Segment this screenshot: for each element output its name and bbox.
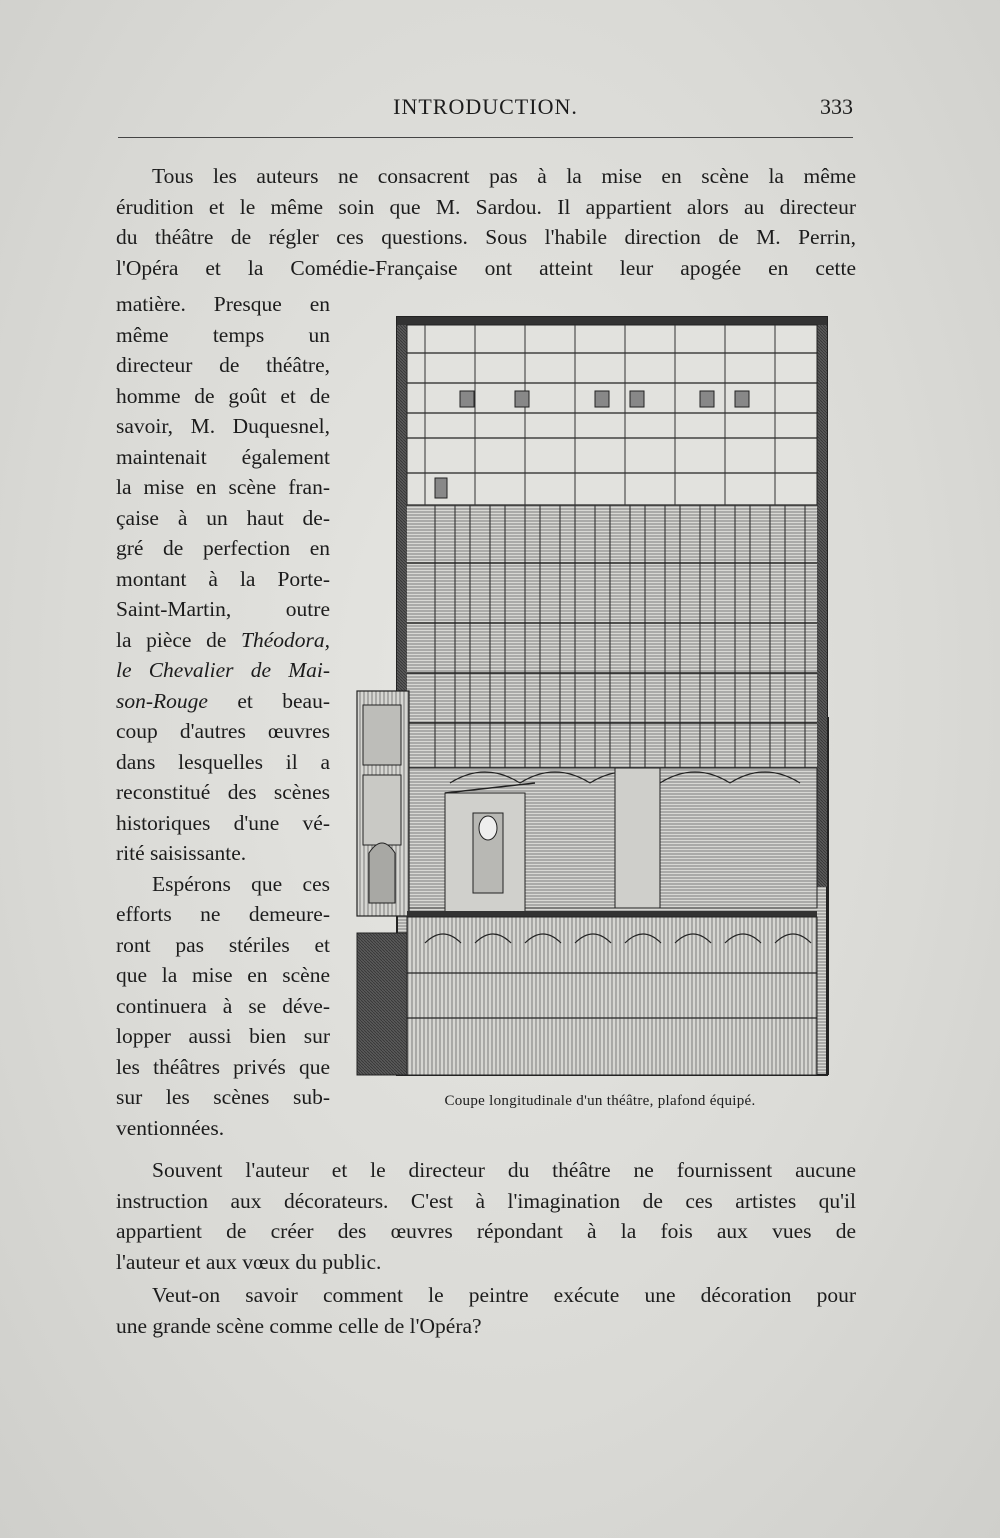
running-header [118,92,853,132]
text-line: historiques d'une vé- [116,810,330,835]
text-line: Saint-Martin, outre [116,597,330,621]
text-line: ventionnées. [116,1115,225,1140]
side-column [116,289,330,1143]
page-number: 333 [820,94,853,119]
text-line: les théâtres privés que [116,1054,330,1079]
text-span: et beau- [237,688,330,713]
title-maison-rouge: son-Rouge [116,688,208,713]
text-line: Veut-on savoir comment le peintre exécute une décoration pour [152,1283,856,1307]
text-line: érudition et le même soin que M. Sardou. Il appartient alors au directeur [116,194,856,219]
text-line: même temps un [116,322,330,347]
text-line: maintenait également [116,444,330,469]
text-line: çaise à un haut de- [116,505,330,530]
text-line: l'Opéra et la Comédie-Française ont atteint leur apogée en cette [116,255,856,280]
text-line: instruction aux décorateurs. C'est à l'imagination de ces artistes qu'il [116,1188,856,1213]
text-line: l'auteur et aux vœux du public. [116,1249,382,1274]
title-chevalier: le Chevalier de Mai- [116,658,330,682]
text-line: Tous les auteurs ne consacrent pas à la mise en scène la même [152,164,856,188]
text-line: matière. Presque en [116,292,330,316]
text-line [116,686,330,717]
theatre-section-engraving [355,313,829,1079]
text-line: lopper aussi bien sur [116,1024,330,1048]
text-line: Espérons que ces [152,871,330,896]
text-line: une grande scène comme celle de l'Opéra? [116,1313,482,1338]
text-line: que la mise en scène [116,963,330,987]
text-line: continuera à se déve- [116,993,330,1018]
text-line: coup d'autres œuvres [116,719,330,743]
text-line [116,625,330,656]
text-line: efforts ne demeure- [116,902,330,926]
text-line: la mise en scène fran- [116,475,330,499]
text-line: directeur de théâtre, [116,353,330,377]
intro-paragraph [116,161,856,283]
text-line: montant à la Porte- [116,566,330,591]
header-rule [118,137,853,138]
title-theodora: Théodora, [241,627,330,652]
text-line: gré de perfection en [116,536,330,560]
text-line: reconstitué des scènes [116,780,330,804]
text-line: ront pas stériles et [116,932,330,957]
text-line: savoir, M. Duquesnel, [116,414,330,438]
text-line [116,655,330,686]
text-line: Souvent l'auteur et le directeur du théâtre ne fournissent aucune [152,1158,856,1182]
text-line: homme de goût et de [116,383,330,408]
text-line: du théâtre de régler ces questions. Sous l'habile direction de M. Perrin, [116,225,856,249]
text-line: appartient de créer des œuvres répondant à la fois aux vues de [116,1219,856,1243]
text-line: dans lesquelles il a [116,749,330,774]
closing-paragraph-1 [116,1155,856,1277]
text-line: sur les scènes sub- [116,1085,330,1109]
figure-caption: Coupe longitudinale d'un théâtre, plafond équipé. [444,1093,756,1109]
running-title: INTRODUCTION. [393,94,578,119]
text-span: la pièce de [116,627,227,652]
text-line: rité saisissante. [116,841,247,865]
closing-paragraph-2 [116,1280,856,1341]
